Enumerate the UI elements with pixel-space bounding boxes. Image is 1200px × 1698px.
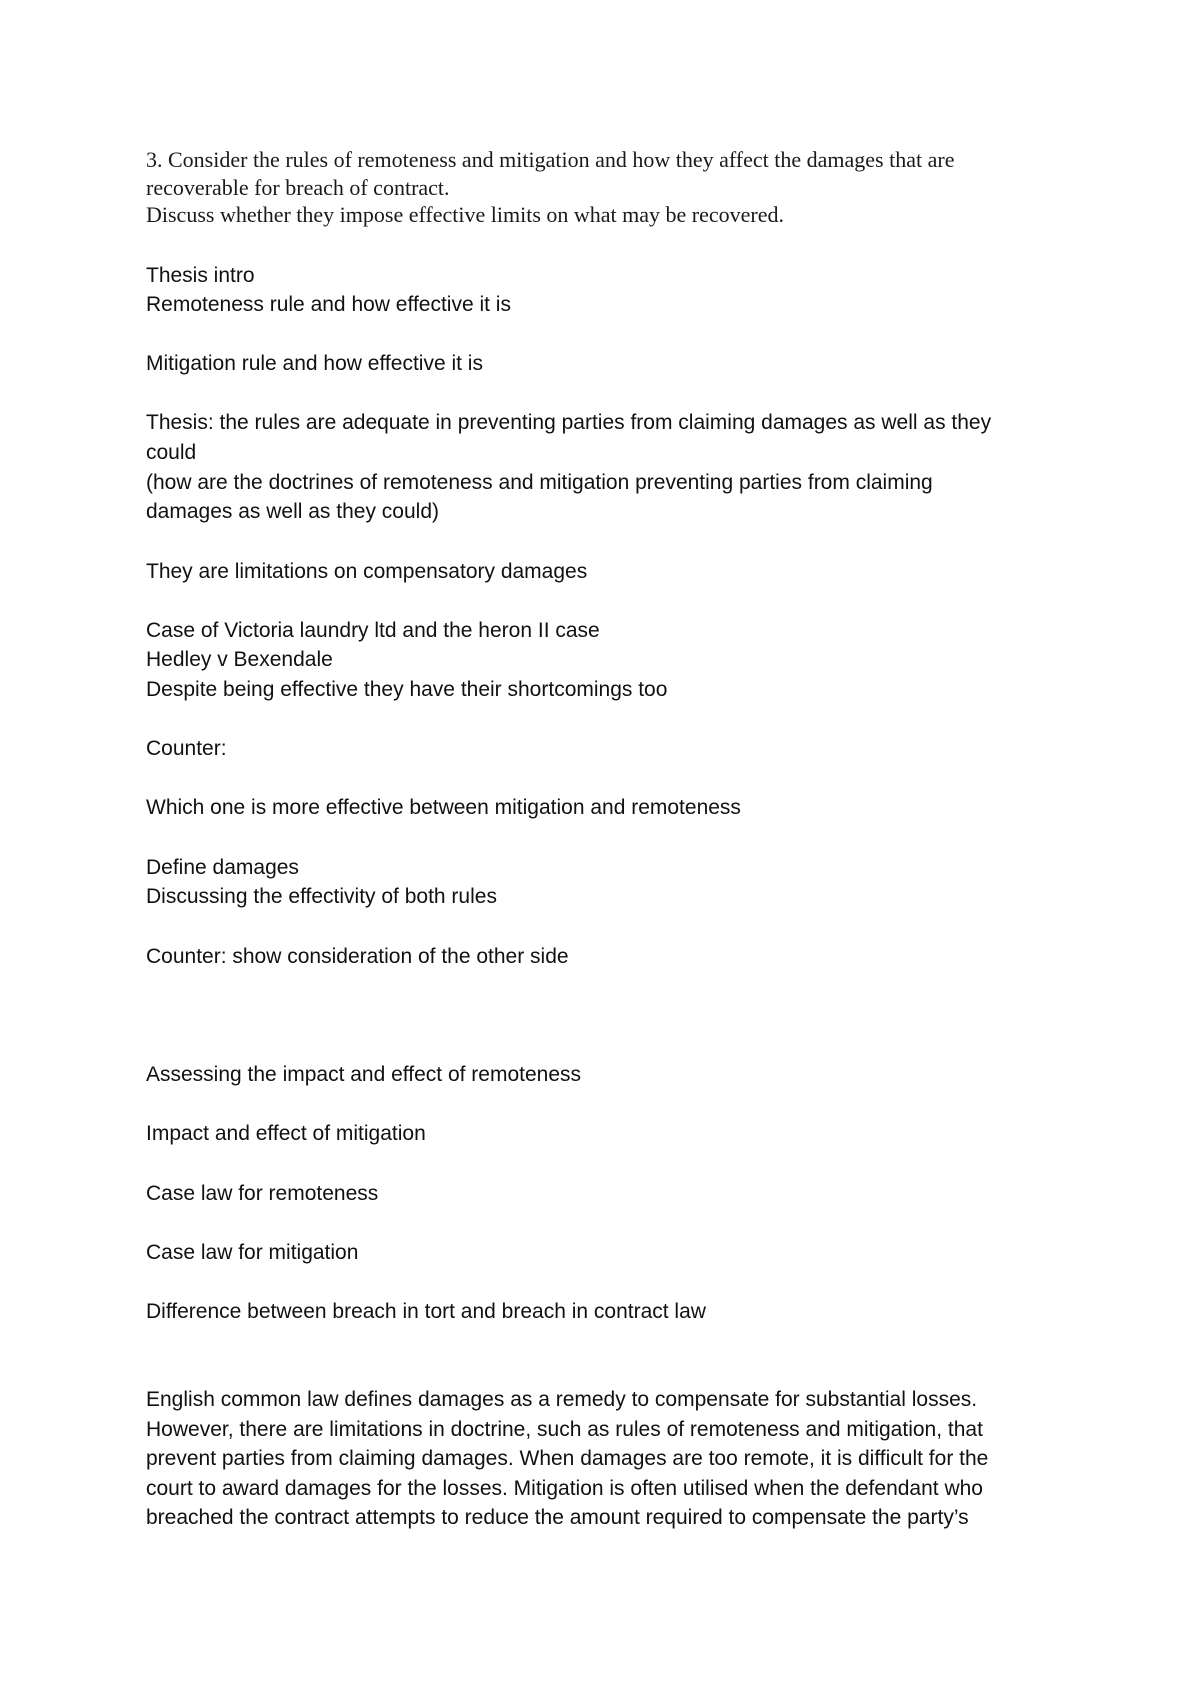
paragraph-line-1: English common law defines damages as a remedy to compensate for substantial losses. (146, 1388, 978, 1411)
outline-assessing-remoteness: Assessing the impact and effect of remoteness (146, 1063, 582, 1086)
outline-thesis-paren-line-2: damages as well as they could) (146, 500, 439, 523)
outline-discussing: Discussing the effectivity of both rules (146, 885, 497, 908)
outline-thesis-paren-line-1: (how are the doctrines of remoteness and mitigation preventing parties from claiming (146, 471, 933, 494)
outline-case-law-remoteness: Case law for remoteness (146, 1182, 379, 1205)
outline-counter: Counter: (146, 737, 227, 760)
outline-mitigation-rule: Mitigation rule and how effective it is (146, 352, 483, 375)
outline-define-damages: Define damages (146, 856, 299, 879)
outline-thesis-intro: Thesis intro (146, 264, 255, 287)
outline-case-hedley: Hedley v Bexendale (146, 648, 333, 671)
outline-shortcomings: Despite being effective they have their shortcomings too (146, 678, 668, 701)
paragraph-line-2: However, there are limitations in doctrine, such as rules of remoteness and mitigation, that (146, 1418, 983, 1441)
outline-case-victoria: Case of Victoria laundry ltd and the heron II case (146, 619, 600, 642)
outline-thesis-line-1: Thesis: the rules are adequate in preventing parties from claiming damages as well as they (146, 411, 992, 434)
outline-case-law-mitigation: Case law for mitigation (146, 1241, 359, 1264)
outline-limitations: They are limitations on compensatory damages (146, 560, 588, 583)
paragraph-line-3: prevent parties from claiming damages. When damages are too remote, it is difficult for the (146, 1447, 989, 1470)
question-line-2: recoverable for breach of contract. (146, 174, 450, 200)
paragraph-line-5: breached the contract attempts to reduce the amount required to compensate the party’s (146, 1506, 969, 1529)
outline-which-one: Which one is more effective between mitigation and remoteness (146, 796, 741, 819)
outline-impact-mitigation: Impact and effect of mitigation (146, 1122, 426, 1145)
outline-counter-other-side: Counter: show consideration of the other side (146, 945, 569, 968)
paragraph-line-4: court to award damages for the losses. Mitigation is often utilised when the defendant who (146, 1477, 983, 1500)
essay-question (146, 146, 1086, 229)
outline-remoteness-rule: Remoteness rule and how effective it is (146, 293, 511, 316)
outline-difference: Difference between breach in tort and breach in contract law (146, 1300, 706, 1323)
question-line-1: 3. Consider the rules of remoteness and mitigation and how they affect the damages that are (146, 147, 955, 172)
outline-thesis-line-2: could (146, 441, 197, 464)
question-line-3: Discuss whether they impose effective limits on what may be recovered. (146, 202, 785, 227)
